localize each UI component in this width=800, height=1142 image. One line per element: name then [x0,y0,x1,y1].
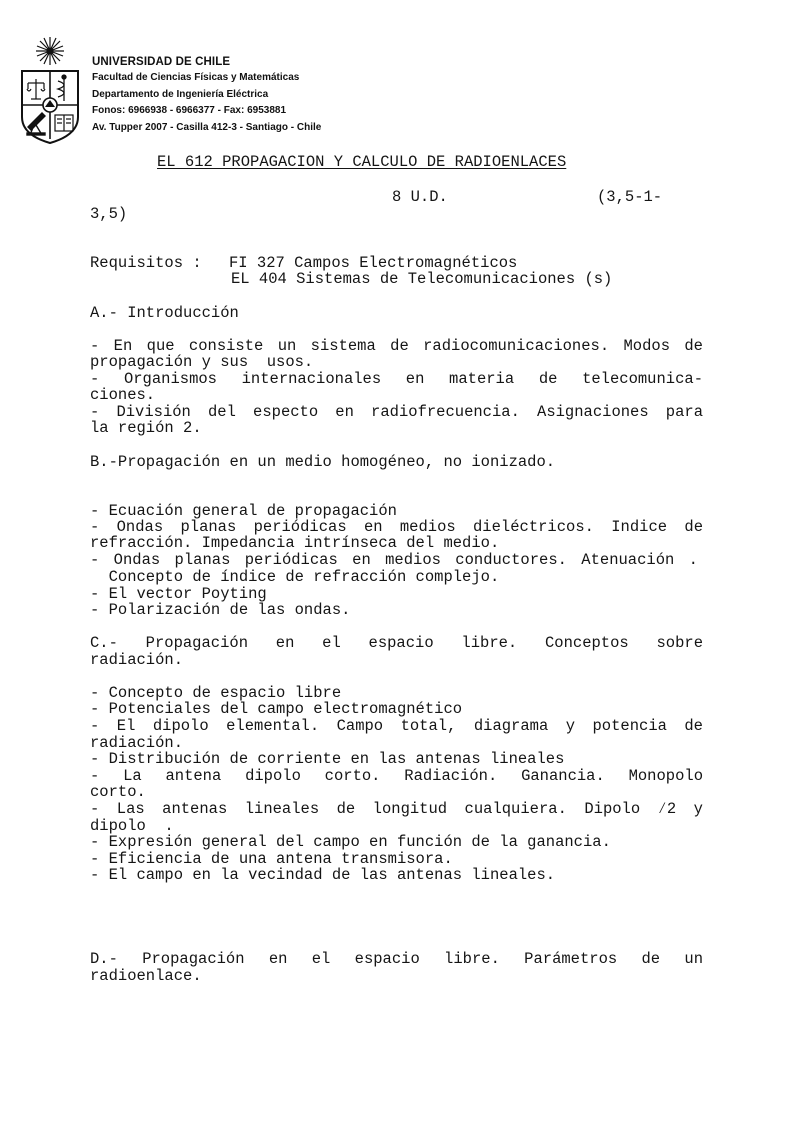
section-c-item-7: - Expresión general del campo en función de la ganancia. [90,833,611,851]
section-b-item-3: - Ondas planas periódicas en medios conductores. Atenuación . [90,551,698,569]
course-units: 8 U.D. [392,188,448,206]
course-hours-part2: 3,5) [90,205,128,223]
section-b-item-2-cont: refracción. Impedancia intrínseca del medio. [90,534,500,552]
section-b-item-5: - Polarización de las ondas. [90,601,351,619]
section-a-item-1-cont: propagación y sus usos. [90,353,314,371]
section-a-item-3-cont: la región 2. [90,419,202,437]
requirement-1: FI 327 Campos Electromagnéticos [229,254,518,272]
university-seal-logo [18,35,82,145]
section-c-item-3: - El dipolo elemental. Campo total, diagrama y potencia de [90,717,703,735]
section-c-heading-cont: radiación. [90,651,184,669]
department-name: Departamento de Ingeniería Eléctrica [92,88,269,100]
course-hours-part1: (3,5-1- [597,188,663,206]
section-c-item-9: - El campo en la vecindad de las antenas lineales. [90,866,556,884]
section-c-item-3-cont: radiación. [90,734,184,752]
section-a-item-2: - Organismos internacionales en materia de telecomunica- [90,370,703,388]
section-b-heading: B.-Propagación en un medio homogéneo, no ionizado. [90,453,556,471]
course-title: EL 612 PROPAGACION Y CALCULO DE RADIOENLACES [157,153,567,171]
section-b-item-3-cont: Concepto de índice de refracción complejo. [90,568,500,586]
letterhead [92,55,321,136]
section-c-item-4: - Distribución de corriente en las antenas lineales [90,750,565,768]
section-b-item-1: - Ecuación general de propagación [90,502,397,520]
section-c-item-6: - Las antenas lineales de longitud cualquiera. Dipolo ⁄2 y [90,800,703,818]
requirement-2: EL 404 Sistemas de Telecomunicaciones (s) [231,270,613,288]
section-a-heading: A.- Introducción [90,304,239,322]
section-d-heading-cont: radioenlace. [90,967,202,985]
section-b-item-4: - El vector Poyting [90,585,267,603]
section-a-item-2-cont: ciones. [90,386,156,404]
section-c-item-8: - Eficiencia de una antena transmisora. [90,850,453,868]
university-name: UNIVERSIDAD DE CHILE [92,56,231,68]
section-b-item-2: - Ondas planas periódicas en medios dieléctricos. Indice de [90,518,703,536]
section-a-item-1: - En que consiste un sistema de radiocomunicaciones. Modos de [90,337,703,355]
section-a-item-3: - División del especto en radiofrecuencia. Asignaciones para [90,403,703,421]
section-d-heading: D.- Propagación en el espacio libre. Parámetros de un [90,950,703,968]
requirements-label: Requisitos : [90,254,202,272]
postal-address: Av. Tupper 2007 - Casilla 412-3 - Santiago - Chile [92,121,322,133]
faculty-name: Facultad de Ciencias Físicas y Matemáticas [92,72,300,83]
section-c-item-5-cont: corto. [90,783,146,801]
section-c-heading: C.- Propagación en el espacio libre. Conceptos sobre [90,634,703,652]
contact-phones: Fonos: 6966938 - 6966377 - Fax: 6953881 [92,105,287,116]
section-c-item-6-cont: dipolo . [90,817,174,835]
section-c-item-2: - Potenciales del campo electromagnético [90,700,463,718]
section-c-item-1: - Concepto de espacio libre [90,684,342,702]
section-c-item-5: - La antena dipolo corto. Radiación. Ganancia. Monopolo [90,767,703,785]
